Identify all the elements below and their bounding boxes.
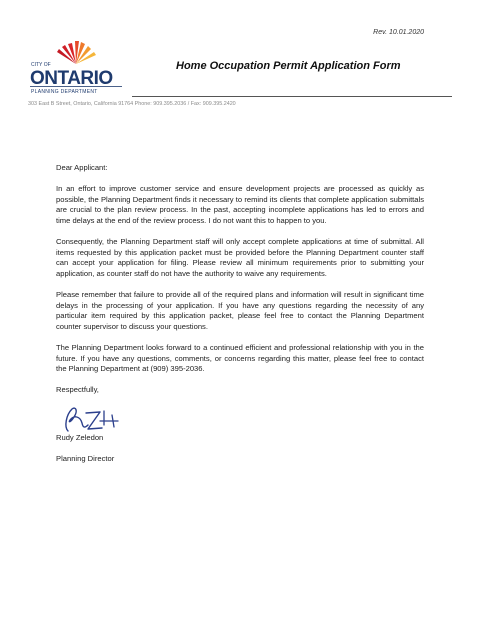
- letter-paragraph: The Planning Department looks forward to a continued efficient and professional relationship with you in the future. If you have any questions, comments, or concerns regarding this matter, please feel free to contact the Planning Department at (909) 395-2036.: [56, 343, 424, 374]
- logo-city-of: CITY OF: [31, 62, 51, 68]
- salutation: Dear Applicant:: [56, 163, 108, 172]
- sun-rays-icon: [57, 41, 96, 64]
- city-of-ontario-logo: [28, 40, 124, 96]
- letter-paragraph: In an effort to improve customer service and ensure development projects are processed as quickly as possible, the Planning Department finds it necessary to remind its clients that complete application submittals are crucial to the plan review process. In the past, accepting incomplete applications has led to errors and time delays at the end of the review process. I do not want this to happen to you.: [56, 184, 424, 225]
- logo-department: PLANNING DEPARTMENT: [31, 89, 98, 95]
- ontario-logo-graphic: [28, 40, 124, 96]
- letter-body: [56, 163, 424, 475]
- department-address: 303 East B Street, Ontario, California 91764 Phone: 909.395.2036 / Fax: 909.395.2420: [28, 101, 236, 107]
- revision-date: Rev. 10.01.2020: [373, 29, 424, 36]
- closing: Respectfully,: [56, 385, 99, 395]
- signer-name: Rudy Zeledon: [56, 432, 104, 442]
- letter-paragraph: Consequently, the Planning Department staff will only accept complete applications at time of submittal. All items requested by this application packet must be provided before the Planning Department counter staff can accept your application for filing. Please review all minimum requirements prior to submitting your application, as counter staff do not have the authority to waive any requirements.: [56, 237, 424, 278]
- letter-paragraph: Please remember that failure to provide all of the required plans and information will result in significant time delays in the processing of your application. If you have any questions regarding the necessity of any particular item required by this application packet, please feel free to contact the Planning Department counter supervisor to discuss your questions.: [56, 290, 424, 331]
- signer-title: Planning Director: [56, 453, 115, 463]
- logo-ontario: ONTARIO: [30, 68, 113, 89]
- form-title: Home Occupation Permit Application Form: [176, 60, 401, 72]
- header-divider: [132, 96, 452, 97]
- signature-image: [58, 401, 140, 437]
